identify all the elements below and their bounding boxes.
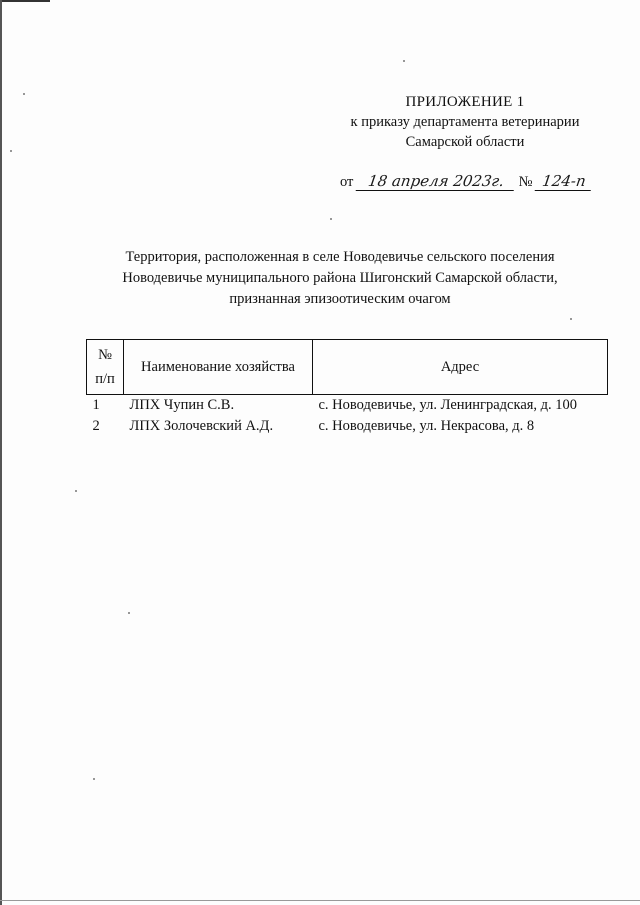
scan-edge-bottom [0,900,640,901]
order-number-label: № [518,174,533,190]
order-reference [340,172,610,191]
appendix-block [330,92,600,152]
scan-speck [75,490,77,492]
table-row [87,416,608,437]
row-num: 2 [92,418,100,434]
order-date-handwritten: 18 апреля 2023г. [356,172,517,191]
row-address: с. Новодевичье, ул. Некрасова, д. 8 [318,418,535,434]
table-header-row [87,340,608,395]
appendix-line-1: к приказу департамента ветеринарии [350,114,580,130]
document-heading [80,247,600,310]
scan-speck [128,612,130,614]
row-num: 1 [87,395,124,417]
appendix-title: ПРИЛОЖЕНИЕ 1 [405,94,525,110]
scan-speck [403,60,405,62]
header-num [87,340,124,395]
heading-line-1: Территория, расположенная в селе Новодевичье сельского поселения [125,249,555,265]
scan-edge-left [0,0,2,905]
row-name: ЛПХ Золочевский А.Д. [129,418,274,434]
heading-line-2: Новодевичье муниципального района Шигонский Самарской области, [122,270,558,286]
farms-table [86,339,608,437]
heading-line-3: признанная эпизоотическим очагом [229,291,451,307]
scan-speck [570,318,572,320]
appendix-line-2: Самарской области [405,134,525,150]
table-row [87,395,608,417]
header-address: Адрес [313,340,608,395]
header-name: Наименование хозяйства [124,340,313,395]
scan-speck [10,150,12,152]
order-number-handwritten: 124-п [535,172,594,191]
row-name: ЛПХ Чупин С.В. [124,395,313,417]
header-num-bottom: п/п [95,371,115,387]
order-from-label: от [340,174,354,190]
row-address: с. Новодевичье, ул. Ленинградская, д. 100 [313,395,608,417]
scan-speck [23,93,25,95]
scan-edge-top [0,0,50,2]
scan-speck [93,778,95,780]
scan-speck [330,218,332,220]
header-num-top: № [98,347,112,363]
